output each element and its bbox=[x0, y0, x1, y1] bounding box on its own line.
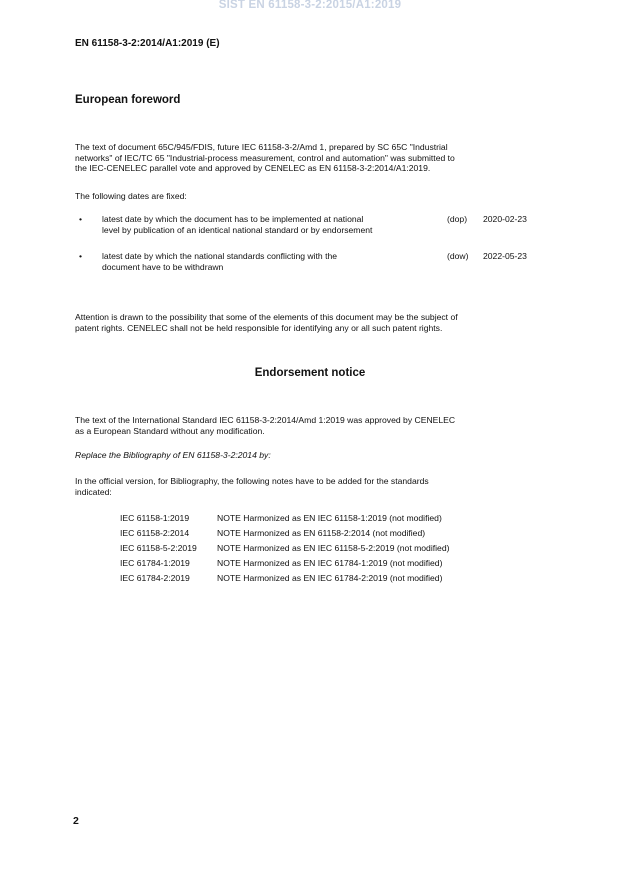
note-text: NOTE Harmonized as EN 61158-2:2014 (not modified) bbox=[217, 528, 426, 538]
official-line: In the official version, for Bibliography, the following notes have to be added for the standards bbox=[75, 476, 429, 486]
document-header: EN 61158-3-2:2014/A1:2019 (E) bbox=[75, 38, 220, 49]
attention-line: Attention is drawn to the possibility that some of the elements of this document may be the subject of bbox=[75, 312, 458, 322]
note-text: NOTE Harmonized as EN IEC 61158-1:2019 (not modified) bbox=[217, 513, 442, 523]
date-value: 2022-05-23 bbox=[483, 251, 527, 261]
endorsement-line: The text of the International Standard IEC 61158-3-2:2014/Amd 1:2019 was approved by CENELEC bbox=[75, 415, 456, 425]
foreword-intro-line: networks" of IEC/TC 65 "Industrial-process measurement, control and automation" was submitted to bbox=[75, 152, 455, 163]
note-text: NOTE Harmonized as EN IEC 61784-2:2019 (not modified) bbox=[217, 573, 443, 583]
note-text: NOTE Harmonized as EN IEC 61158-5-2:2019 (not modified) bbox=[217, 543, 450, 553]
endorsement-line: as a European Standard without any modification. bbox=[75, 425, 265, 436]
replace-instruction: Replace the Bibliography of EN 61158-3-2:2014 by: bbox=[75, 450, 271, 460]
patent-attention-paragraph bbox=[75, 312, 546, 333]
note-standard: IEC 61784-1:2019 bbox=[120, 558, 190, 568]
note-standard: IEC 61158-1:2019 bbox=[120, 513, 190, 523]
foreword-intro-line: The text of document 65C/945/FDIS, future IEC 61158-3-2/Amd 1, prepared by SC 65C "Industrial bbox=[75, 142, 448, 152]
date-description bbox=[102, 214, 437, 235]
date-description-line: latest date by which the national standards conflicting with the bbox=[102, 251, 338, 261]
foreword-intro-line: the IEC-CENELEC parallel vote and approved by CENELEC as EN 61158-3-2:2014/A1:2019. bbox=[75, 163, 431, 174]
note-text: NOTE Harmonized as EN IEC 61784-1:2019 (not modified) bbox=[217, 558, 443, 568]
watermark: SIST EN 61158-3-2:2015/A1:2019 bbox=[218, 0, 402, 11]
note-standard: IEC 61158-5-2:2019 bbox=[120, 543, 197, 553]
official-version-paragraph bbox=[75, 476, 546, 497]
foreword-intro-paragraph bbox=[75, 142, 546, 174]
attention-line: patent rights. CENELEC shall not be held responsible for identifying any or all such patent rights. bbox=[75, 322, 443, 333]
endorsement-text bbox=[75, 415, 546, 436]
date-code: (dow) bbox=[447, 251, 469, 261]
endorsement-title: Endorsement notice bbox=[254, 367, 366, 379]
date-code: (dop) bbox=[447, 214, 468, 224]
date-description-line: latest date by which the document has to be implemented at national bbox=[102, 214, 364, 224]
page-number: 2 bbox=[73, 815, 79, 827]
date-description bbox=[102, 251, 437, 272]
dates-intro: The following dates are fixed: bbox=[75, 191, 187, 201]
date-value: 2020-02-23 bbox=[483, 214, 527, 224]
official-line: indicated: bbox=[75, 486, 112, 497]
note-standard: IEC 61158-2:2014 bbox=[120, 528, 190, 538]
date-list-item bbox=[75, 251, 546, 275]
date-description-line: level by publication of an identical national standard or by endorsement bbox=[102, 224, 373, 235]
date-description-line: document have to be withdrawn bbox=[102, 261, 224, 272]
bullet: • bbox=[79, 214, 83, 224]
note-standard: IEC 61784-2:2019 bbox=[120, 573, 190, 583]
bullet: • bbox=[79, 251, 83, 261]
date-list-item bbox=[75, 214, 546, 238]
foreword-title: European foreword bbox=[75, 94, 181, 106]
